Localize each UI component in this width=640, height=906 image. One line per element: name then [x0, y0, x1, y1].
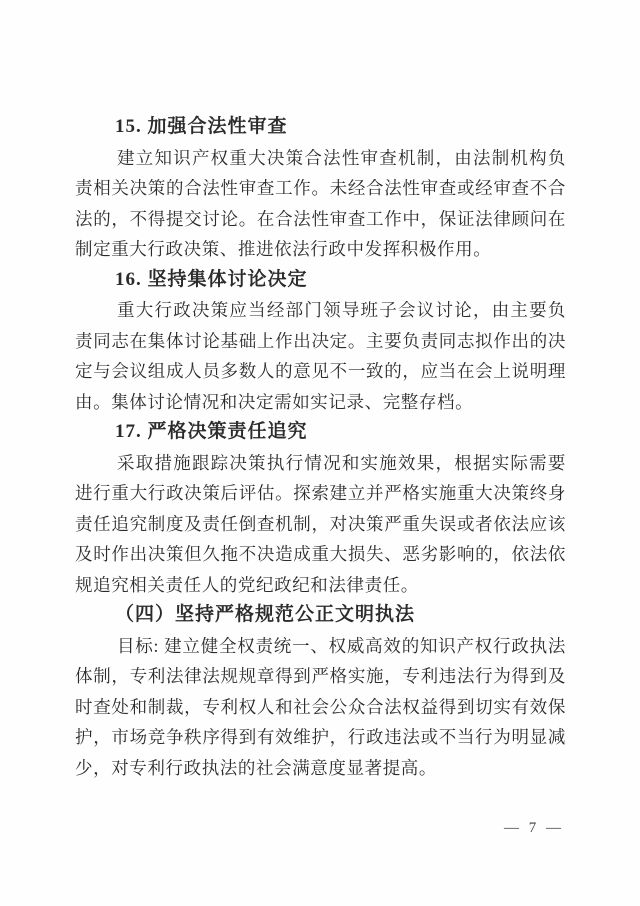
section-17-body: 采取措施跟踪决策执行情况和实施效果，根据实际需要进行重大行政决策后评估。探索建立并严格实施重大决策终身责任追究制度及责任倒查机制，对决策严重失误或者依法应该及时作出决策但久拖不决造成重大损失、恶劣影响的，依法依规追究相关责任人的党纪政纪和法律责任。: [75, 452, 566, 595]
section-16-body: 重大行政决策应当经部门领导班子会议讨论，由主要负责同志在集体讨论基础上作出决定。主要负责同志拟作出的决定与会议组成人员多数人的意见不一致的，应当在会上说明理由。集体讨论情况和决定需如实记录、完整存档。: [75, 300, 566, 412]
document-content: [75, 112, 566, 783]
section-4-enforcement: [75, 600, 566, 783]
section-15: [75, 112, 566, 265]
section-4-heading: （四）坚持严格规范公正文明执法: [115, 604, 416, 625]
section-15-body: 建立知识产权重大决策合法性审查机制，由法制机构负责相关决策的合法性审查工作。未经合法性审查或经审查不合法的，不得提交讨论。在合法性审查工作中，保证法律顾问在制定重大行政决策、推进依法行政中发挥积极作用。: [75, 147, 566, 259]
section-15-heading: 15. 加强合法性审查: [115, 116, 288, 137]
section-16: [75, 265, 566, 418]
page-number: — 7 —: [504, 820, 564, 836]
section-17: [75, 417, 566, 600]
section-17-heading: 17. 严格决策责任追究: [115, 421, 308, 442]
section-4-body: 目标: 建立健全权责统一、权威高效的知识产权行政执法体制，专利法律法规规章得到严格实施，专利违法行为得到及时查处和制裁，专利权人和社会公众合法权益得到切实有效保护，市场竞争秩序得到有效维护，行政违法或不当行为明显减少，对专利行政执法的社会满意度显著提高。: [75, 635, 566, 778]
section-16-heading: 16. 坚持集体讨论决定: [115, 268, 308, 290]
